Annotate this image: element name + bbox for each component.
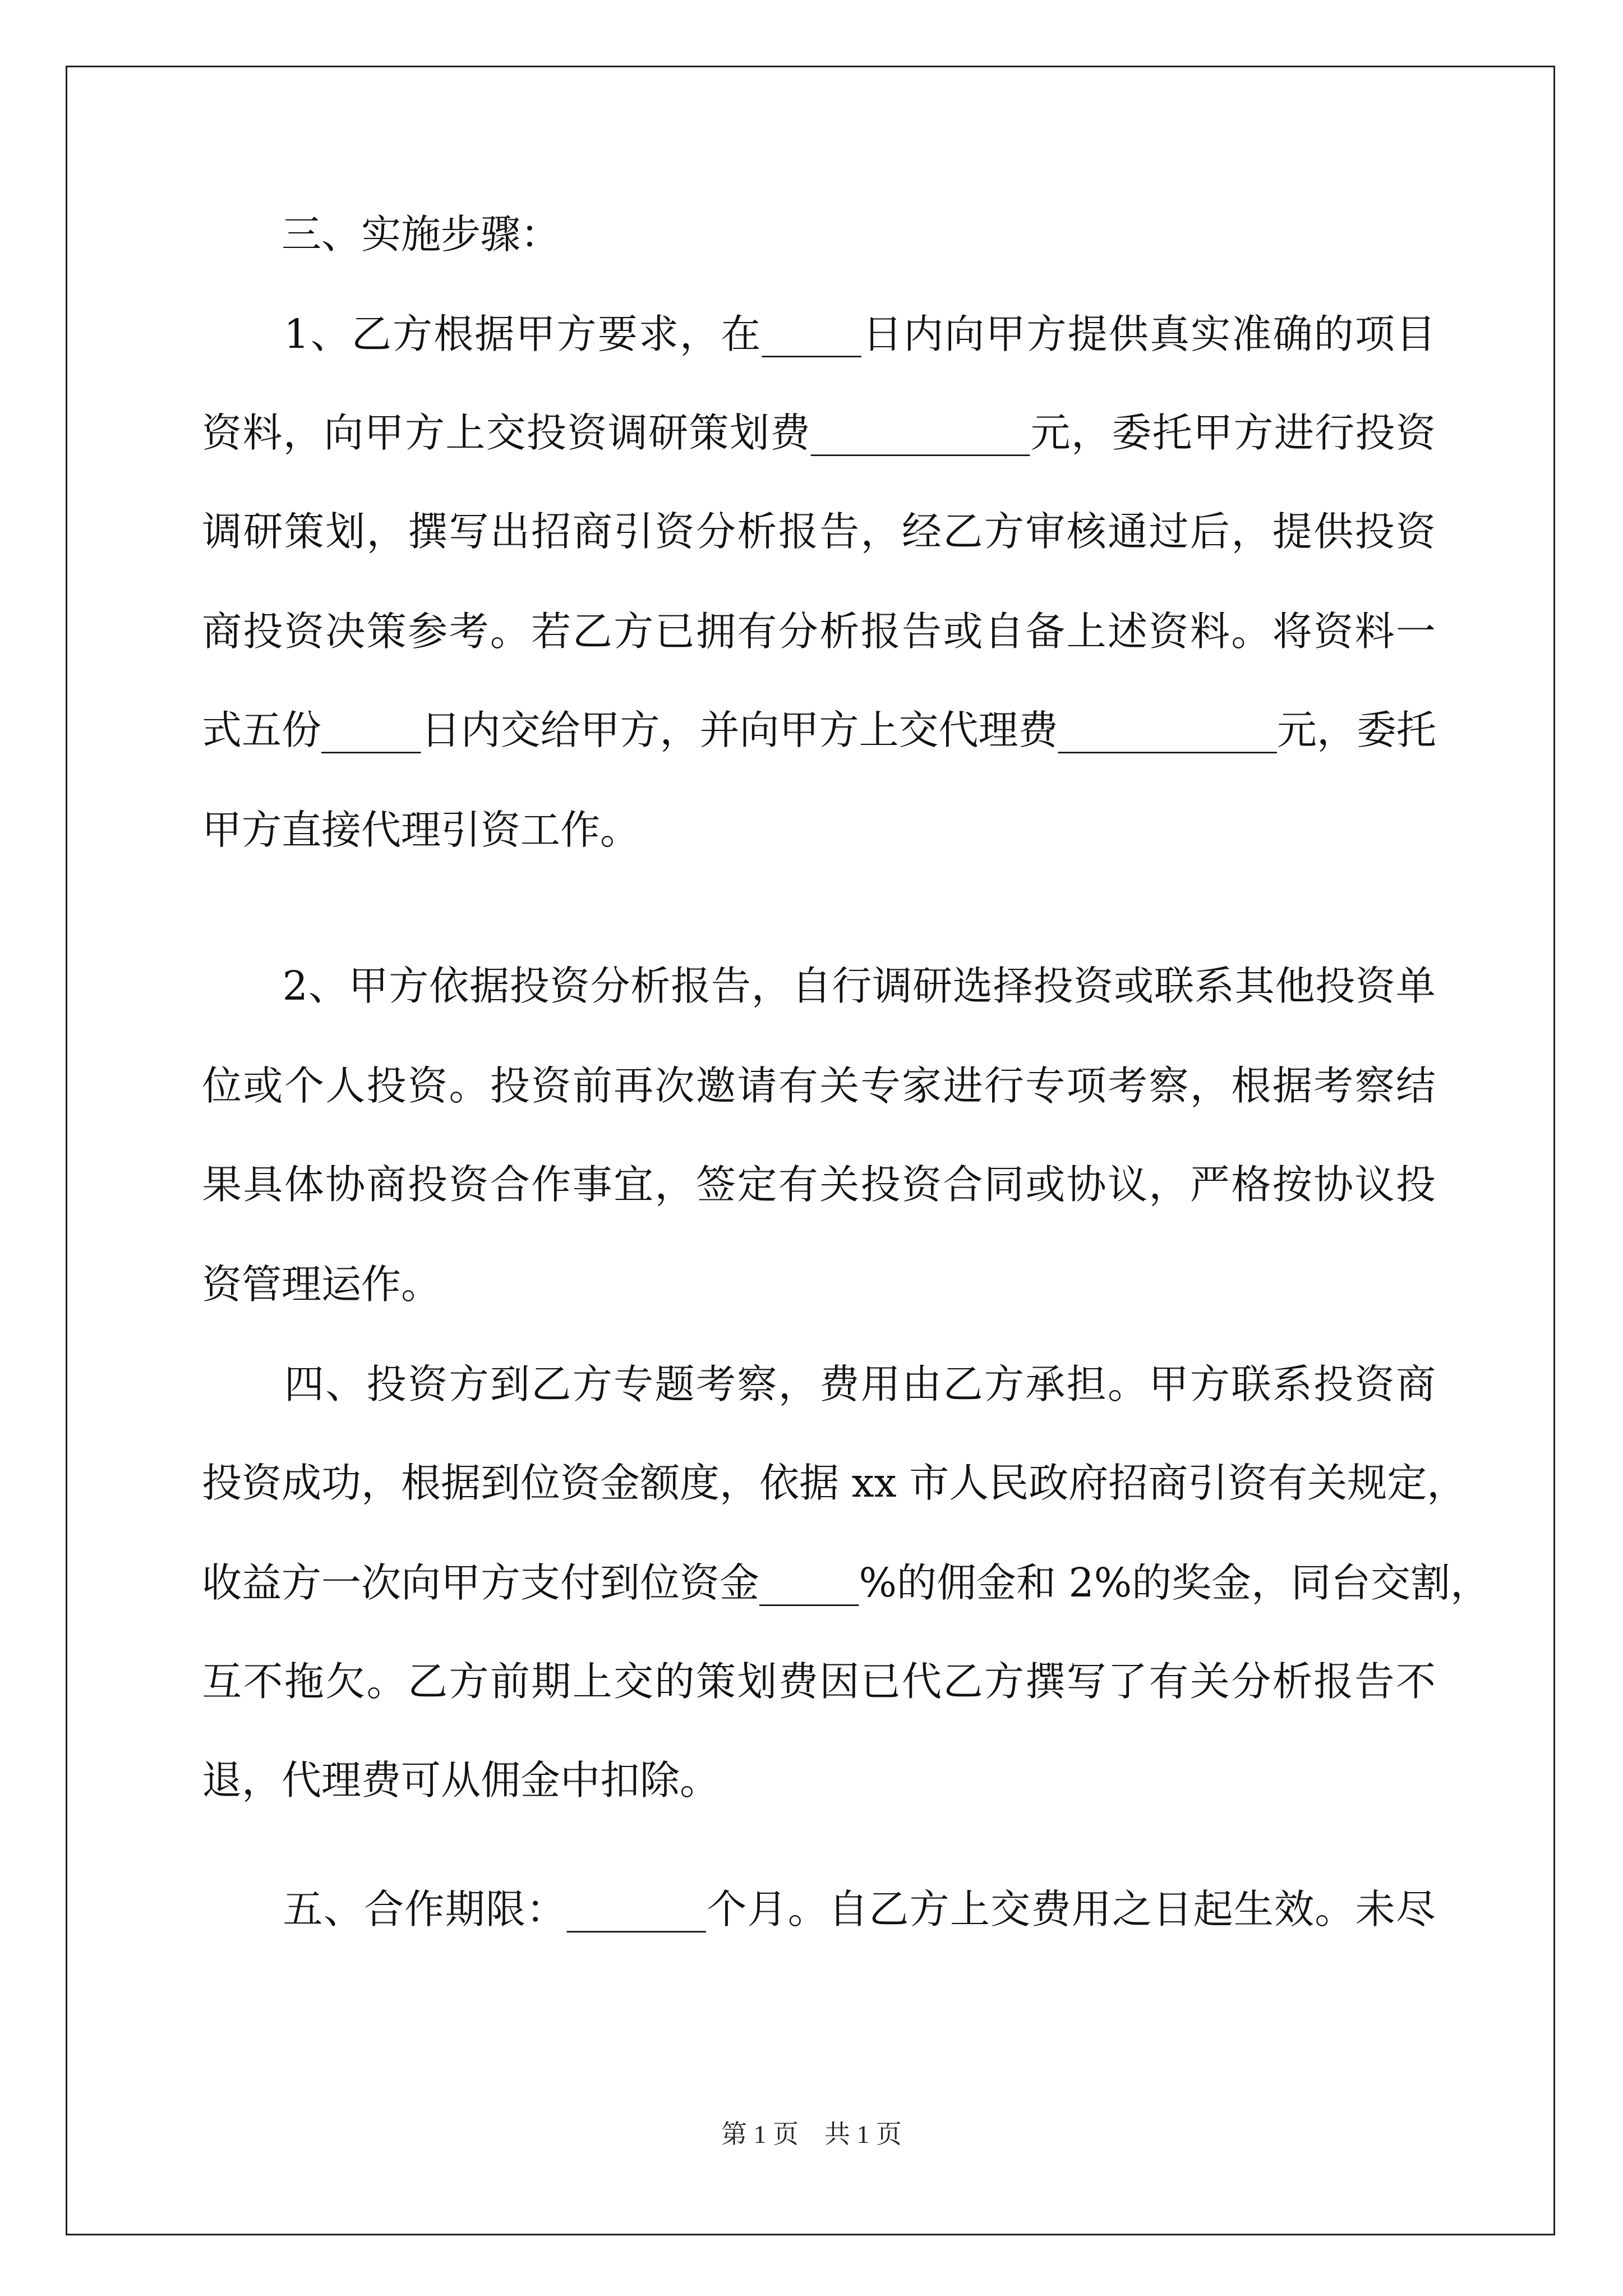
text-line: 商投资决策参考。若乙方已拥有分析报告或自备上述资料。将资料一 <box>202 608 1436 655</box>
text-line: 投资成功，根据到位资金额度，依据 xx 市人民政府招商引资有关规定， <box>202 1460 1467 1506</box>
text-line: 调研策划，撰写出招商引资分析报告，经乙方审核通过后，提供投资 <box>202 508 1436 555</box>
text-line: 甲方直接代理引资工作。 <box>202 807 640 853</box>
page-footer: 第 1 页 共 1 页 <box>721 2120 902 2148</box>
text-line: 资料，向甲方上交投资调研策划费___________元，委托甲方进行投资 <box>202 409 1436 456</box>
text-line: 互不拖欠。乙方前期上交的策划费因已代乙方撰写了有关分析报告不 <box>202 1658 1436 1705</box>
text-line: 资管理运作。 <box>202 1261 441 1308</box>
text-line: 五、合作期限：_______个月。自乙方上交费用之日起生效。未尽 <box>202 1886 1436 1932</box>
text-line: 收益方一次向甲方支付到位资金_____%的佣金和 2%的奖金，同台交割， <box>202 1559 1491 1606</box>
text-line: 果具体协商投资合作事宜，签定有关投资合同或协议，严格按协议投 <box>202 1161 1436 1208</box>
text-line: 1、乙方根据甲方要求，在_____日内向甲方提供真实准确的项目 <box>202 311 1436 357</box>
text-line: 退，代理费可从佣金中扣除。 <box>202 1757 720 1803</box>
text-line: 四、投资方到乙方专题考察，费用由乙方承担。甲方联系投资商 <box>202 1361 1436 1407</box>
text-line: 三、实施步骤： <box>202 211 561 257</box>
text-line: 2、甲方依据投资分析报告，自行调研选择投资或联系其他投资单 <box>202 963 1436 1009</box>
text-line: 式五份_____日内交给甲方，并向甲方上交代理费___________元，委托 <box>202 707 1437 753</box>
text-line: 位或个人投资。投资前再次邀请有关专家进行专项考察，根据考察结 <box>202 1062 1436 1109</box>
